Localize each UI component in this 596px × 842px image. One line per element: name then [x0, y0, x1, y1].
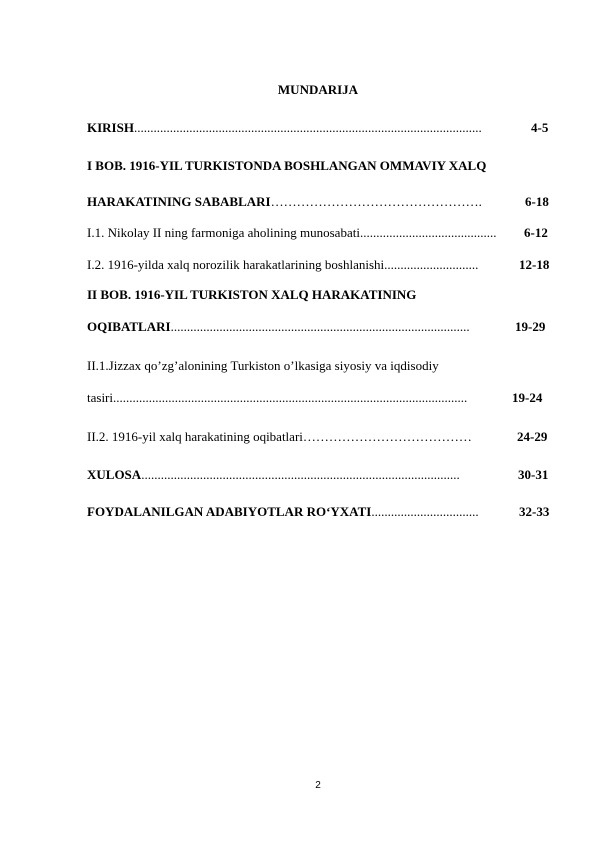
toc-leader-dots: .......................................... [359, 225, 497, 240]
toc-entry-text: KIRISH [87, 120, 134, 135]
toc-page-range: 32-33 [519, 504, 550, 519]
toc-leader-dots: ................................. [371, 504, 479, 519]
toc-page-range: 30-31 [518, 467, 549, 482]
toc-entry-kirish [87, 120, 482, 136]
toc-page-range: 19-24 [512, 390, 543, 405]
toc-leader-dots: ………………………………… [302, 429, 472, 444]
toc-entry-bibliography [87, 504, 479, 520]
toc-page-range: 4-5 [531, 120, 549, 135]
toc-page-range: 24-29 [517, 429, 548, 444]
toc-entry-text: HARAKATINING SABABLARI [87, 194, 271, 209]
toc-chapter-2-heading: II BOB. 1916-YIL TURKISTON XALQ HARAKATINING [87, 287, 417, 302]
toc-page-range: 6-12 [524, 225, 548, 240]
toc-leader-dots: ............................................................................................ [170, 319, 470, 334]
toc-entry-text: I.1. Nikolay II ning farmoniga aholining munosabati [87, 225, 360, 240]
toc-page-range: 6-18 [525, 194, 549, 209]
toc-leader-dots: ............................................................................................................. [113, 390, 468, 405]
toc-entry-section-1-1 [87, 225, 496, 241]
toc-chapter-1-heading: I BOB. 1916-YIL TURKISTONDA BOSHLANGAN OMMAVIY XALQ [87, 158, 487, 173]
toc-title: MUNDARIJA [277, 82, 359, 97]
toc-entry-text: II.2. 1916-yil xalq harakatining oqibatlari [87, 429, 303, 444]
toc-entry-chapter-2 [87, 319, 470, 335]
toc-leader-dots: .................................................................................................. [141, 467, 460, 482]
toc-entry-chapter-1 [87, 194, 482, 210]
toc-entry-text: FOYDALANILGAN ADABIYOTLAR RO‘YXATI [87, 504, 372, 519]
toc-entry-text: tasiri [87, 390, 113, 405]
toc-page-range: 19-29 [515, 319, 546, 334]
toc-entry-section-1-2 [87, 257, 478, 273]
toc-entry-section-2-1 [87, 390, 467, 406]
toc-entry-section-2-1-line1: II.1.Jizzax qo’zg’alonining Turkiston o’lkasiga siyosiy va iqdisodiy [87, 358, 439, 373]
toc-entry-text: XULOSA [87, 467, 142, 482]
toc-entry-text: OQIBATLARI [87, 319, 171, 334]
toc-entry-section-2-2 [87, 429, 472, 445]
page-number: 2 [315, 780, 321, 791]
toc-entry-xulosa [87, 467, 460, 483]
toc-leader-dots: ............................. [384, 257, 479, 272]
toc-leader-dots: …………………………………………. [270, 194, 482, 209]
toc-page-range: 12-18 [519, 257, 550, 272]
toc-entry-text: I.2. 1916-yilda xalq norozilik harakatlarining boshlanishi [87, 257, 385, 272]
toc-leader-dots: ........................................................................................................... [133, 120, 482, 135]
